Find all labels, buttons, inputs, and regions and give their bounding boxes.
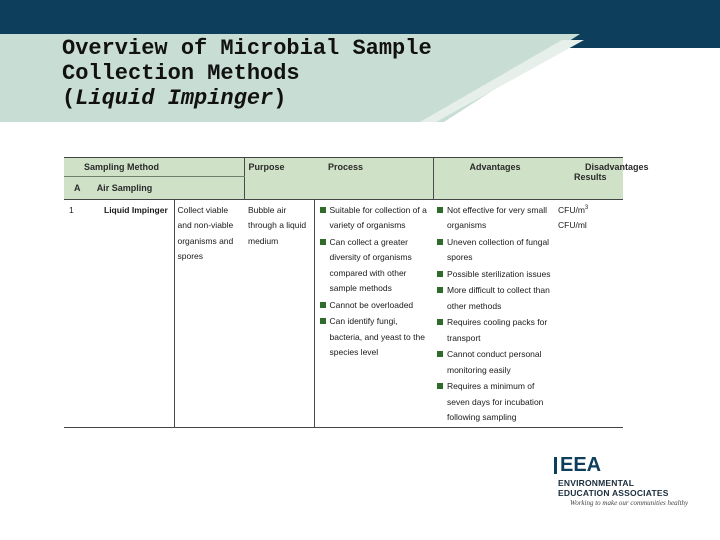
logo-bar-icon bbox=[554, 457, 557, 474]
logo-line-1: ENVIRONMENTAL bbox=[558, 478, 635, 488]
header-results: Results bbox=[574, 172, 607, 182]
advantages-list bbox=[319, 203, 430, 361]
title-italic: Liquid Impinger bbox=[75, 86, 274, 111]
logo-tagline: Working to make our communities healthy bbox=[570, 499, 689, 507]
disadvantage-item: Possible sterilization issues bbox=[436, 267, 551, 283]
logo-line-2: EDUCATION ASSOCIATES bbox=[558, 488, 669, 498]
row-process: Bubble air through a liquid medium bbox=[248, 204, 307, 246]
title-line-3: (Liquid Impinger) bbox=[62, 86, 287, 111]
header-disadvantages: Disadvantages bbox=[555, 158, 623, 177]
methods-table bbox=[64, 157, 649, 428]
row-advantages bbox=[314, 199, 433, 427]
row-method-cell bbox=[64, 199, 174, 427]
header-advantages: Advantages bbox=[433, 158, 555, 177]
disadvantage-item: Uneven collection of fungal spores bbox=[436, 235, 551, 266]
header-col-a: A Air Sampling bbox=[64, 177, 174, 200]
slide-title bbox=[62, 36, 432, 111]
header-purpose: Purpose bbox=[244, 158, 314, 177]
disadvantage-item: Requires a minimum of seven days for incubation following sampling bbox=[436, 379, 551, 426]
row-disadvantages bbox=[433, 199, 555, 427]
header-process: Process bbox=[314, 158, 433, 177]
disadvantage-item: Cannot conduct personal monitoring easily bbox=[436, 347, 551, 378]
header-sampling-method: Sampling Method bbox=[64, 158, 244, 177]
advantage-item: Can identify fungi, bacteria, and yeast to the species level bbox=[319, 314, 430, 361]
disadvantage-item: Not effective for very small organisms bbox=[436, 203, 551, 234]
advantage-item: Suitable for collection of a variety of organisms bbox=[319, 203, 430, 234]
row-number: 1 bbox=[69, 204, 74, 215]
result-cfu-m3: CFU/$m^3$ bbox=[558, 204, 589, 215]
disadvantage-item: More difficult to collect than other methods bbox=[436, 283, 551, 314]
disadvantages-list bbox=[436, 203, 551, 426]
row-purpose: Collect viable and non-viable organisms and spores bbox=[174, 199, 244, 427]
row-method: Liquid Impinger bbox=[104, 204, 168, 215]
title-line-2: Collection Methods bbox=[62, 61, 300, 86]
advantage-item: Can collect a greater diversity of organisms compared with other sample methods bbox=[319, 235, 430, 297]
title-line-1: Overview of Microbial Sample bbox=[62, 36, 432, 61]
row-results bbox=[555, 199, 623, 427]
header-air-sampling: Air Sampling bbox=[96, 182, 153, 193]
result-cfu-ml: CFU/ml bbox=[558, 220, 587, 230]
eea-logo bbox=[554, 454, 714, 514]
logo-abbr: EEA bbox=[560, 454, 602, 476]
advantage-item: Cannot be overloaded bbox=[319, 298, 430, 314]
disadvantage-item: Requires cooling packs for transport bbox=[436, 315, 551, 346]
